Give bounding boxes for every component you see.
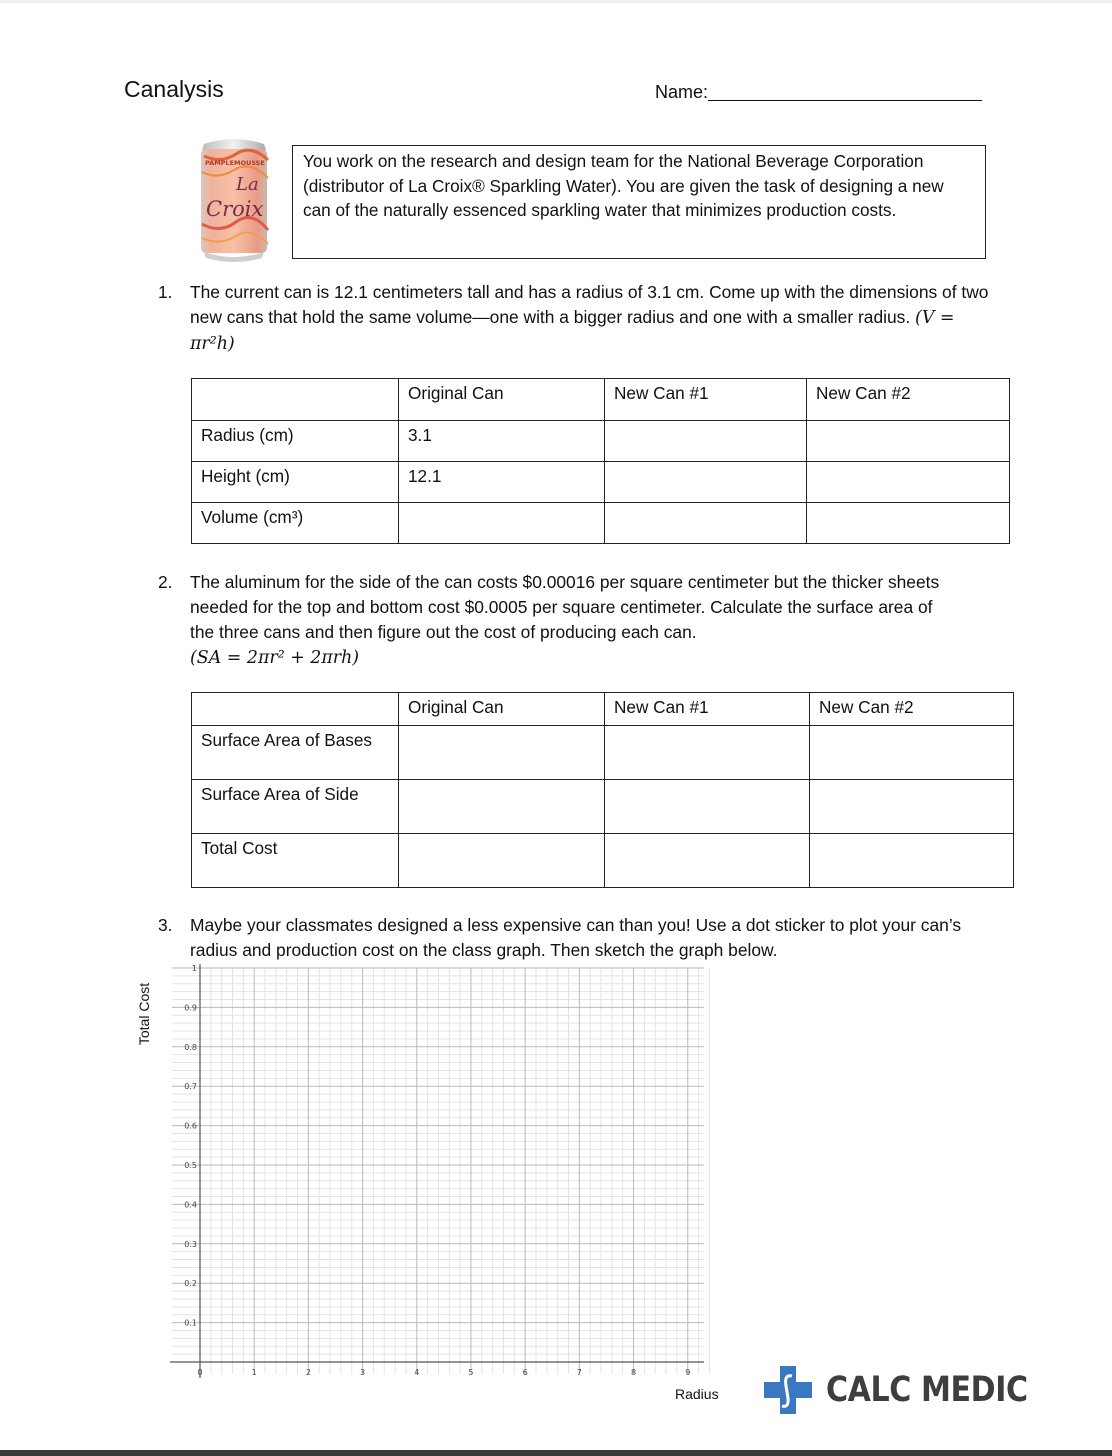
row-label: Height (cm) <box>192 462 399 503</box>
table-row <box>192 421 1010 462</box>
svg-text:La: La <box>236 174 259 195</box>
cost-table <box>191 692 1014 888</box>
svg-text:Croix: Croix <box>206 197 264 221</box>
row-label: Volume (cm³) <box>192 503 399 544</box>
x-tick-label: 4 <box>414 1368 420 1377</box>
x-tick-label: 2 <box>305 1368 311 1377</box>
question-text: Maybe your classmates designed a less expensive can than you! Use a dot sticker to plot your can’s radius and production cost on the class graph. Then sketch the graph below. <box>190 915 962 960</box>
answer-cell[interactable] <box>807 462 1010 503</box>
answer-cell[interactable] <box>605 503 807 544</box>
answer-cell[interactable] <box>605 462 807 503</box>
x-tick-label: 6 <box>522 1368 528 1377</box>
dimensions-table <box>191 378 1010 544</box>
answer-cell[interactable] <box>399 503 605 544</box>
volume-formula: (V = πr²h) <box>190 308 955 354</box>
row-label: Total Cost <box>192 834 399 888</box>
table-row <box>192 503 1010 544</box>
x-tick-label: 5 <box>468 1368 474 1377</box>
column-header: New Can #1 <box>605 693 810 726</box>
row-label: Radius (cm) <box>192 421 399 462</box>
y-tick-label: 0.1 <box>184 1318 197 1328</box>
bottom-border <box>0 1450 1112 1456</box>
y-tick-label: 0.7 <box>184 1082 197 1092</box>
question-number: 3. <box>158 915 173 935</box>
intro-box: You work on the research and design team for the National Beverage Corporation (distributor of La Croix® Sparkling Water). You are given the task of designing a new can of the naturally essenced sparkling water that minimizes production costs. <box>292 145 986 259</box>
column-header: New Can #2 <box>810 693 1014 726</box>
y-tick-label: 0.8 <box>184 1042 197 1052</box>
x-tick-label: 0 <box>197 1368 203 1377</box>
answer-cell[interactable] <box>807 503 1010 544</box>
x-tick-label: 9 <box>685 1368 691 1377</box>
calc-medic-cross-icon <box>762 1364 814 1416</box>
question-text: The current can is 12.1 centimeters tall and has a radius of 3.1 cm. Come up with the dimensions of two new cans that hold the same volume—one with a bigger radius and one with a smaller radius. <box>190 282 989 327</box>
surface-area-formula: (SA = 2πr² + 2πrh) <box>190 648 360 668</box>
y-tick-label: 0.5 <box>184 1161 197 1170</box>
table-row <box>192 780 1014 834</box>
page-title: Canalysis <box>124 76 224 102</box>
answer-cell[interactable] <box>810 834 1014 888</box>
y-tick-label: 1 <box>191 964 197 973</box>
x-tick-label: 8 <box>631 1368 637 1377</box>
table-header-row <box>192 379 1010 421</box>
x-tick-label: 3 <box>360 1368 366 1377</box>
y-tick-label: 0.4 <box>184 1200 197 1210</box>
x-tick-label: 7 <box>576 1368 582 1377</box>
top-border <box>0 0 1112 3</box>
answer-cell[interactable] <box>605 726 810 780</box>
answer-cell[interactable] <box>399 780 605 834</box>
table-row <box>192 726 1014 780</box>
column-header: Original Can <box>399 379 605 421</box>
name-field[interactable] <box>708 100 982 101</box>
name-label: Name: <box>655 82 709 102</box>
column-header: New Can #2 <box>807 379 1010 421</box>
y-tick-label: 0.3 <box>184 1239 197 1249</box>
class-graph[interactable] <box>120 962 720 1382</box>
answer-cell[interactable] <box>605 780 810 834</box>
column-header: New Can #1 <box>605 379 807 421</box>
answer-cell[interactable] <box>810 780 1014 834</box>
la-croix-can-image <box>196 134 272 266</box>
column-header <box>192 693 399 726</box>
question-text: The aluminum for the side of the can costs $0.00016 per square centimeter but the thicker sheets needed for the top and bottom cost $0.0005 per square centimeter. Calculate the surface area of the three cans and then figure out the cost of producing each can. <box>190 572 940 642</box>
x-axis-label: Radius <box>675 1386 719 1402</box>
table-header-row <box>192 693 1014 726</box>
column-header <box>192 379 399 421</box>
answer-cell[interactable]: 3.1 <box>399 421 605 462</box>
answer-cell[interactable] <box>605 421 807 462</box>
y-tick-label: 0.2 <box>184 1279 197 1289</box>
y-tick-label: 0.9 <box>184 1003 197 1013</box>
svg-text:PAMPLEMOUSSE: PAMPLEMOUSSE <box>205 159 265 167</box>
question-number: 1. <box>158 282 173 302</box>
table-row <box>192 462 1010 503</box>
y-axis-label: Total Cost <box>136 982 152 1046</box>
brand-name: CALC MEDIC <box>826 1370 1028 1410</box>
row-label: Surface Area of Side <box>192 780 399 834</box>
row-label: Surface Area of Bases <box>192 726 399 780</box>
column-header: Original Can <box>399 693 605 726</box>
answer-cell[interactable] <box>605 834 810 888</box>
y-tick-label: 0.6 <box>184 1121 197 1131</box>
answer-cell[interactable] <box>399 726 605 780</box>
answer-cell[interactable] <box>810 726 1014 780</box>
calc-medic-logo <box>760 1364 1028 1420</box>
answer-cell[interactable] <box>807 421 1010 462</box>
answer-cell[interactable] <box>399 834 605 888</box>
question-number: 2. <box>158 572 173 592</box>
table-row <box>192 834 1014 888</box>
answer-cell[interactable]: 12.1 <box>399 462 605 503</box>
x-tick-label: 1 <box>251 1368 257 1377</box>
